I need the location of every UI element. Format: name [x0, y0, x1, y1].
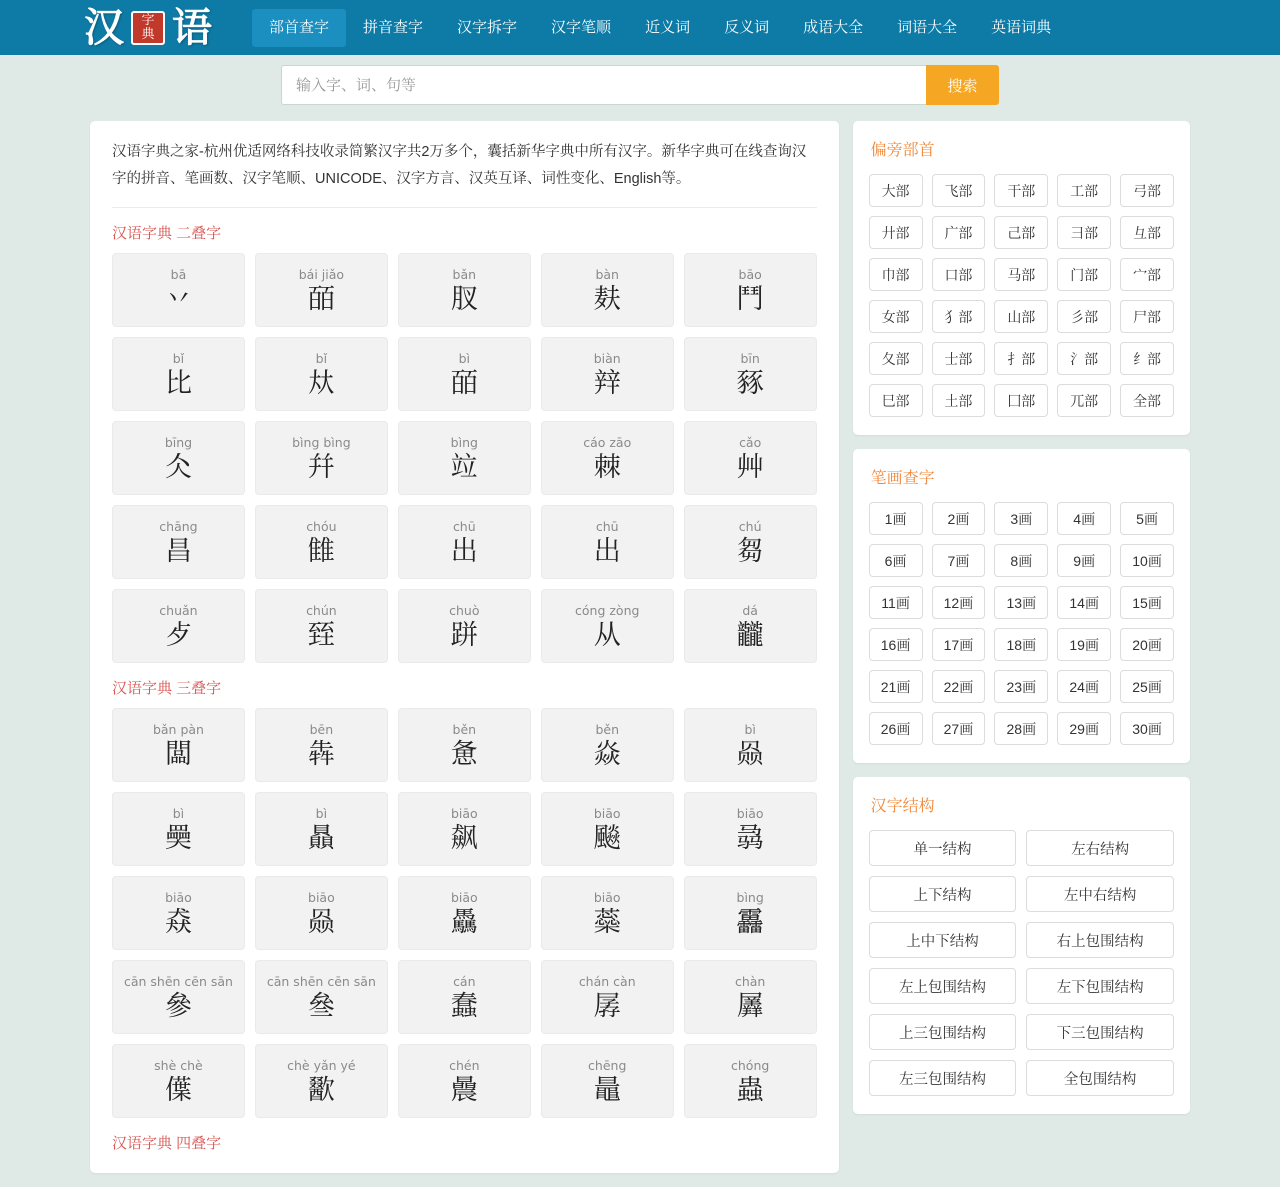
structure-chip[interactable]: 上中下结构 — [869, 922, 1017, 958]
char-cell[interactable] — [398, 505, 531, 579]
char-glyph: 孱 — [593, 990, 621, 1022]
char-glyph: 芻 — [736, 535, 764, 567]
stroke-chip[interactable]: 21画 — [869, 670, 923, 703]
char-cell[interactable] — [684, 708, 817, 782]
char-pinyin: chóng — [731, 1057, 770, 1073]
char-pinyin: bái jiǎo — [298, 266, 345, 282]
char-cell[interactable] — [112, 960, 245, 1034]
radical-chip[interactable]: 尸部 — [1120, 300, 1174, 333]
radical-chip[interactable]: 巳部 — [869, 384, 923, 417]
char-glyph: 豩 — [736, 367, 764, 399]
char-cell[interactable] — [684, 589, 817, 663]
char-pinyin: cóng zòng — [575, 602, 640, 618]
radical-chip[interactable]: 廾部 — [869, 216, 923, 249]
char-cell[interactable] — [255, 505, 388, 579]
radical-chip[interactable]: 干部 — [994, 174, 1048, 207]
char-cell[interactable] — [541, 421, 674, 495]
structure-chip[interactable]: 右上包围结构 — [1026, 922, 1174, 958]
radical-chip[interactable]: 大部 — [869, 174, 923, 207]
char-glyph: 竝 — [450, 451, 478, 483]
stroke-chip[interactable]: 16画 — [869, 628, 923, 661]
structure-chip[interactable]: 左下包围结构 — [1026, 968, 1174, 1004]
structure-panel — [853, 777, 1190, 1114]
stroke-chip[interactable]: 22画 — [932, 670, 986, 703]
nav-item-chengyu[interactable]: 成语大全 — [803, 18, 864, 36]
char-cell[interactable] — [255, 792, 388, 866]
structure-chip[interactable]: 下三包围结构 — [1026, 1014, 1174, 1050]
char-grid-triple — [112, 708, 817, 1118]
char-pinyin: bēn — [309, 721, 334, 737]
char-pinyin: bǎn — [452, 266, 477, 282]
char-cell[interactable] — [255, 589, 388, 663]
char-pinyin: dá — [742, 602, 758, 618]
site-logo[interactable] — [84, 3, 212, 51]
stroke-chip[interactable]: 30画 — [1120, 712, 1174, 745]
char-glyph: 跰 — [450, 619, 478, 651]
stroke-chip[interactable]: 15画 — [1120, 586, 1174, 619]
char-pinyin: bīn — [740, 350, 760, 366]
char-grid-double — [112, 253, 817, 663]
search-button[interactable]: 搜索 — [926, 65, 999, 105]
char-cell[interactable] — [684, 253, 817, 327]
radical-chip[interactable]: 口部 — [932, 258, 986, 291]
char-pinyin: bīng — [164, 434, 193, 450]
nav-item-ciyu[interactable]: 词语大全 — [897, 18, 958, 36]
char-pinyin: biāo — [593, 805, 621, 821]
nav-item-chaizi[interactable]: 汉字拆字 — [457, 18, 518, 36]
section-title-triple: 汉语字典 三叠字 — [112, 679, 222, 697]
char-pinyin: chán càn — [578, 973, 636, 989]
nav-item-pinyin[interactable]: 拼音查字 — [363, 18, 424, 36]
char-pinyin: biāo — [593, 889, 621, 905]
char-glyph: 比 — [164, 367, 192, 399]
radical-chip[interactable]: 山部 — [994, 300, 1048, 333]
stroke-chip[interactable]: 6画 — [869, 544, 923, 577]
search-bar — [0, 55, 1280, 115]
char-glyph: 靐 — [736, 906, 764, 938]
structure-chip[interactable]: 单一结构 — [869, 830, 1017, 866]
char-cell[interactable] — [112, 876, 245, 950]
main-column — [90, 121, 839, 1187]
stroke-chip[interactable]: 28画 — [994, 712, 1048, 745]
char-pinyin: bàn — [595, 266, 619, 282]
char-cell[interactable] — [112, 1044, 245, 1118]
nav-item-english[interactable]: 英语词典 — [991, 18, 1052, 36]
char-pinyin: chuǎn — [159, 602, 198, 618]
stroke-chip[interactable]: 14画 — [1057, 586, 1111, 619]
char-pinyin: chún — [306, 602, 337, 618]
char-cell[interactable] — [541, 505, 674, 579]
logo-badge-top: 字 — [141, 12, 155, 28]
char-pinyin: bì — [744, 721, 756, 737]
char-glyph: 皕 — [307, 283, 335, 315]
char-pinyin: chè yǎn yé — [287, 1057, 356, 1073]
char-pinyin: cān shēn cēn sān — [123, 973, 233, 989]
char-glyph: 犇 — [307, 738, 335, 770]
char-cell[interactable] — [684, 960, 817, 1034]
search-input[interactable] — [281, 65, 926, 105]
char-glyph: 僷 — [164, 1074, 192, 1106]
stroke-chip[interactable]: 2画 — [932, 502, 986, 535]
strokes-panel — [853, 449, 1190, 763]
char-cell[interactable] — [541, 337, 674, 411]
char-glyph: 鬥 — [736, 283, 764, 315]
page-body — [0, 115, 1280, 1187]
char-glyph: 羼 — [736, 990, 764, 1022]
radical-chip[interactable]: 彑部 — [1120, 216, 1174, 249]
char-pinyin: chú — [738, 518, 762, 534]
char-glyph: 肞 — [450, 283, 478, 315]
char-glyph: 歺 — [164, 619, 192, 651]
radicals-panel — [853, 121, 1190, 435]
dictionary-panel — [90, 121, 839, 1173]
char-cell[interactable] — [684, 505, 817, 579]
char-glyph: 驫 — [450, 906, 478, 938]
logo-badge-bottom: 典 — [141, 26, 155, 42]
stroke-chip[interactable]: 3画 — [994, 502, 1048, 535]
char-glyph: 赑 — [307, 906, 335, 938]
char-glyph: 辡 — [593, 367, 621, 399]
char-glyph: 飙 — [450, 822, 478, 854]
char-cell[interactable] — [112, 253, 245, 327]
radicals-title: 偏旁部首 — [870, 142, 935, 159]
char-cell[interactable] — [684, 792, 817, 866]
char-cell[interactable] — [398, 1044, 531, 1118]
char-pinyin: chēng — [588, 1057, 627, 1073]
radical-chip[interactable]: 土部 — [932, 384, 986, 417]
char-pinyin: bāo — [738, 266, 762, 282]
stroke-chip[interactable]: 24画 — [1057, 670, 1111, 703]
stroke-chip[interactable]: 19画 — [1057, 628, 1111, 661]
char-glyph: 雔 — [307, 535, 335, 567]
stroke-chip[interactable]: 27画 — [932, 712, 986, 745]
stroke-chip[interactable]: 10画 — [1120, 544, 1174, 577]
radical-chip[interactable]: 士部 — [932, 342, 986, 375]
char-pinyin: bìng bìng — [292, 434, 351, 450]
char-glyph: 惫 — [450, 738, 478, 770]
char-cell[interactable] — [255, 708, 388, 782]
char-cell[interactable] — [541, 253, 674, 327]
char-glyph: 鼂 — [593, 1074, 621, 1106]
search-wrapper — [281, 65, 999, 105]
char-glyph: 麸 — [593, 283, 621, 315]
site-header — [0, 0, 1280, 55]
radical-chip[interactable]: 飞部 — [932, 174, 986, 207]
radical-chip[interactable]: 工部 — [1057, 174, 1111, 207]
char-pinyin: cáo zāo — [583, 434, 632, 450]
char-cell[interactable] — [684, 337, 817, 411]
char-cell[interactable] — [255, 253, 388, 327]
char-cell[interactable] — [541, 1044, 674, 1118]
char-pinyin: bì — [172, 805, 185, 821]
char-cell[interactable] — [541, 960, 674, 1034]
structure-chip[interactable]: 上三包围结构 — [869, 1014, 1017, 1050]
stroke-chip[interactable]: 13画 — [994, 586, 1048, 619]
char-pinyin: cán — [453, 973, 476, 989]
char-pinyin: bǎn pàn — [152, 721, 204, 737]
char-glyph: 猋 — [164, 906, 192, 938]
stroke-chip[interactable]: 26画 — [869, 712, 923, 745]
stroke-chip[interactable]: 20画 — [1120, 628, 1174, 661]
nav-item-fanyici[interactable]: 反义词 — [724, 18, 770, 36]
char-pinyin: biàn — [593, 350, 621, 366]
stroke-chip[interactable]: 29画 — [1057, 712, 1111, 745]
structure-chip[interactable]: 左中右结构 — [1026, 876, 1174, 912]
char-cell[interactable] — [255, 960, 388, 1034]
char-glyph: 蘂 — [593, 906, 621, 938]
char-glyph: 棘 — [593, 451, 621, 483]
stroke-chip[interactable]: 17画 — [932, 628, 986, 661]
nav-item-jinyici[interactable]: 近义词 — [645, 18, 691, 36]
char-glyph: 奰 — [164, 822, 192, 854]
radical-chip[interactable]: 女部 — [869, 300, 923, 333]
radical-chip[interactable]: 全部 — [1120, 384, 1174, 417]
radical-chip[interactable]: 巾部 — [869, 258, 923, 291]
main-nav — [252, 0, 1068, 55]
radical-chip[interactable]: 广部 — [932, 216, 986, 249]
radical-chip[interactable]: 彡部 — [1057, 300, 1111, 333]
char-glyph: 丷 — [164, 283, 192, 315]
char-cell[interactable] — [398, 708, 531, 782]
char-cell[interactable] — [255, 337, 388, 411]
radical-chip[interactable]: 扌部 — [994, 342, 1048, 375]
stroke-chip[interactable]: 7画 — [932, 544, 986, 577]
structure-title: 汉字结构 — [870, 798, 935, 815]
char-glyph: 臸 — [307, 619, 335, 651]
char-cell[interactable] — [112, 421, 245, 495]
char-pinyin: biāo — [450, 889, 478, 905]
char-glyph: 皕 — [450, 367, 478, 399]
char-cell[interactable] — [398, 589, 531, 663]
char-cell[interactable] — [255, 1044, 388, 1118]
char-cell[interactable] — [541, 708, 674, 782]
logo-badge — [131, 11, 165, 45]
char-cell[interactable] — [684, 876, 817, 950]
char-glyph: 贔 — [307, 822, 335, 854]
logo-char-left: 汉 — [84, 3, 124, 51]
char-glyph: 焱 — [593, 738, 621, 770]
stroke-chip[interactable]: 9画 — [1057, 544, 1111, 577]
radical-chip[interactable]: 己部 — [994, 216, 1048, 249]
radical-chip[interactable]: 夂部 — [869, 342, 923, 375]
char-cell[interactable] — [112, 708, 245, 782]
char-glyph: 幷 — [307, 451, 335, 483]
char-pinyin: chàn — [734, 973, 766, 989]
char-cell[interactable] — [112, 505, 245, 579]
char-cell[interactable] — [398, 421, 531, 495]
section-title-quad: 汉语字典 四叠字 — [112, 1134, 222, 1152]
char-pinyin: shè chè — [154, 1057, 203, 1073]
structure-chip[interactable]: 左上包围结构 — [869, 968, 1017, 1004]
char-pinyin: biāo — [165, 889, 192, 905]
char-glyph: 昌 — [164, 535, 192, 567]
structure-chip[interactable]: 左右结构 — [1026, 830, 1174, 866]
char-cell[interactable] — [541, 589, 674, 663]
strokes-title: 笔画查字 — [870, 470, 935, 487]
radical-chip[interactable]: 兀部 — [1057, 384, 1111, 417]
char-glyph: 夶 — [307, 367, 335, 399]
char-pinyin: běn — [595, 721, 619, 737]
char-glyph: 艸 — [736, 451, 764, 483]
char-pinyin: bǐ — [315, 350, 328, 366]
stroke-chip[interactable]: 8画 — [994, 544, 1048, 577]
strokes-list — [869, 502, 1174, 745]
radical-chip[interactable]: 氵部 — [1057, 342, 1111, 375]
nav-item-bushou[interactable]: 部首查字 — [252, 9, 346, 47]
char-pinyin: bìng — [450, 434, 478, 450]
char-glyph: 出 — [450, 535, 478, 567]
radical-chip[interactable]: 宀部 — [1120, 258, 1174, 291]
sidebar — [853, 121, 1190, 1128]
char-glyph: 蟲 — [736, 1074, 764, 1106]
char-cell[interactable] — [541, 876, 674, 950]
char-cell[interactable] — [398, 792, 531, 866]
char-cell[interactable] — [398, 337, 531, 411]
char-glyph: 赑 — [736, 738, 764, 770]
char-cell[interactable] — [112, 792, 245, 866]
char-pinyin: biāo — [308, 889, 335, 905]
nav-item-bishun[interactable]: 汉字笔顺 — [551, 18, 612, 36]
char-pinyin: bì — [315, 805, 328, 821]
char-pinyin: chū — [452, 518, 476, 534]
char-pinyin: bìng — [736, 889, 764, 905]
char-cell[interactable] — [398, 960, 531, 1034]
char-pinyin: biāo — [736, 805, 764, 821]
char-pinyin: bā — [170, 266, 187, 282]
intro-text: 汉语字典之家-杭州优适网络科技收录简繁汉字共2万多个，囊括新华字典中所有汉字。新华字典可在线查询汉字的拼音、笔画数、汉字笔顺、UNICODE、汉字方言、汉英互译、词性变化、English等。 — [112, 139, 817, 208]
section-title-double: 汉语字典 二叠字 — [112, 224, 222, 242]
char-cell[interactable] — [398, 253, 531, 327]
char-cell[interactable] — [255, 421, 388, 495]
structure-list — [869, 830, 1174, 1096]
char-pinyin: cǎo — [739, 434, 762, 450]
char-glyph: 出 — [593, 535, 621, 567]
char-cell[interactable] — [541, 792, 674, 866]
char-pinyin: chén — [449, 1057, 480, 1073]
char-pinyin: chū — [595, 518, 619, 534]
char-glyph: 仌 — [164, 451, 192, 483]
radical-chip[interactable]: 马部 — [994, 258, 1048, 291]
radicals-list — [869, 174, 1174, 417]
structure-chip[interactable]: 上下结构 — [869, 876, 1017, 912]
radical-chip[interactable]: 彐部 — [1057, 216, 1111, 249]
char-cell[interactable] — [684, 421, 817, 495]
stroke-chip[interactable]: 25画 — [1120, 670, 1174, 703]
radical-chip[interactable]: 纟部 — [1120, 342, 1174, 375]
radical-chip[interactable]: 弓部 — [1120, 174, 1174, 207]
char-glyph: 龖 — [736, 619, 764, 651]
char-pinyin: chuò — [449, 602, 480, 618]
stroke-chip[interactable]: 12画 — [932, 586, 986, 619]
char-glyph: 闆 — [164, 738, 192, 770]
char-cell[interactable] — [255, 876, 388, 950]
char-glyph: 歠 — [307, 1074, 335, 1106]
char-pinyin: běn — [452, 721, 477, 737]
char-pinyin: chāng — [159, 518, 198, 534]
char-glyph: 骉 — [736, 822, 764, 854]
structure-chip[interactable]: 全包围结构 — [1026, 1060, 1174, 1096]
char-cell[interactable] — [112, 589, 245, 663]
char-pinyin: cān shēn cēn sān — [266, 973, 376, 989]
char-pinyin: bì — [458, 350, 471, 366]
char-cell[interactable] — [112, 337, 245, 411]
stroke-chip[interactable]: 5画 — [1120, 502, 1174, 535]
char-glyph: 从 — [593, 619, 621, 651]
stroke-chip[interactable]: 11画 — [869, 586, 923, 619]
char-glyph: 叄 — [307, 990, 335, 1022]
structure-chip[interactable]: 左三包围结构 — [869, 1060, 1017, 1096]
stroke-chip[interactable]: 18画 — [994, 628, 1048, 661]
char-glyph: 飈 — [593, 822, 621, 854]
radical-chip[interactable]: 门部 — [1057, 258, 1111, 291]
radical-chip[interactable]: 犭部 — [932, 300, 986, 333]
stroke-chip[interactable]: 1画 — [869, 502, 923, 535]
char-cell[interactable] — [684, 1044, 817, 1118]
char-glyph: 曟 — [450, 1074, 478, 1106]
radical-chip[interactable]: 囗部 — [994, 384, 1048, 417]
char-cell[interactable] — [398, 876, 531, 950]
char-pinyin: biāo — [450, 805, 478, 821]
stroke-chip[interactable]: 4画 — [1057, 502, 1111, 535]
logo-char-right: 语 — [172, 3, 212, 51]
char-pinyin: bǐ — [172, 350, 185, 366]
char-glyph: 蠢 — [450, 990, 478, 1022]
stroke-chip[interactable]: 23画 — [994, 670, 1048, 703]
char-glyph: 參 — [164, 990, 192, 1022]
char-pinyin: chóu — [306, 518, 337, 534]
